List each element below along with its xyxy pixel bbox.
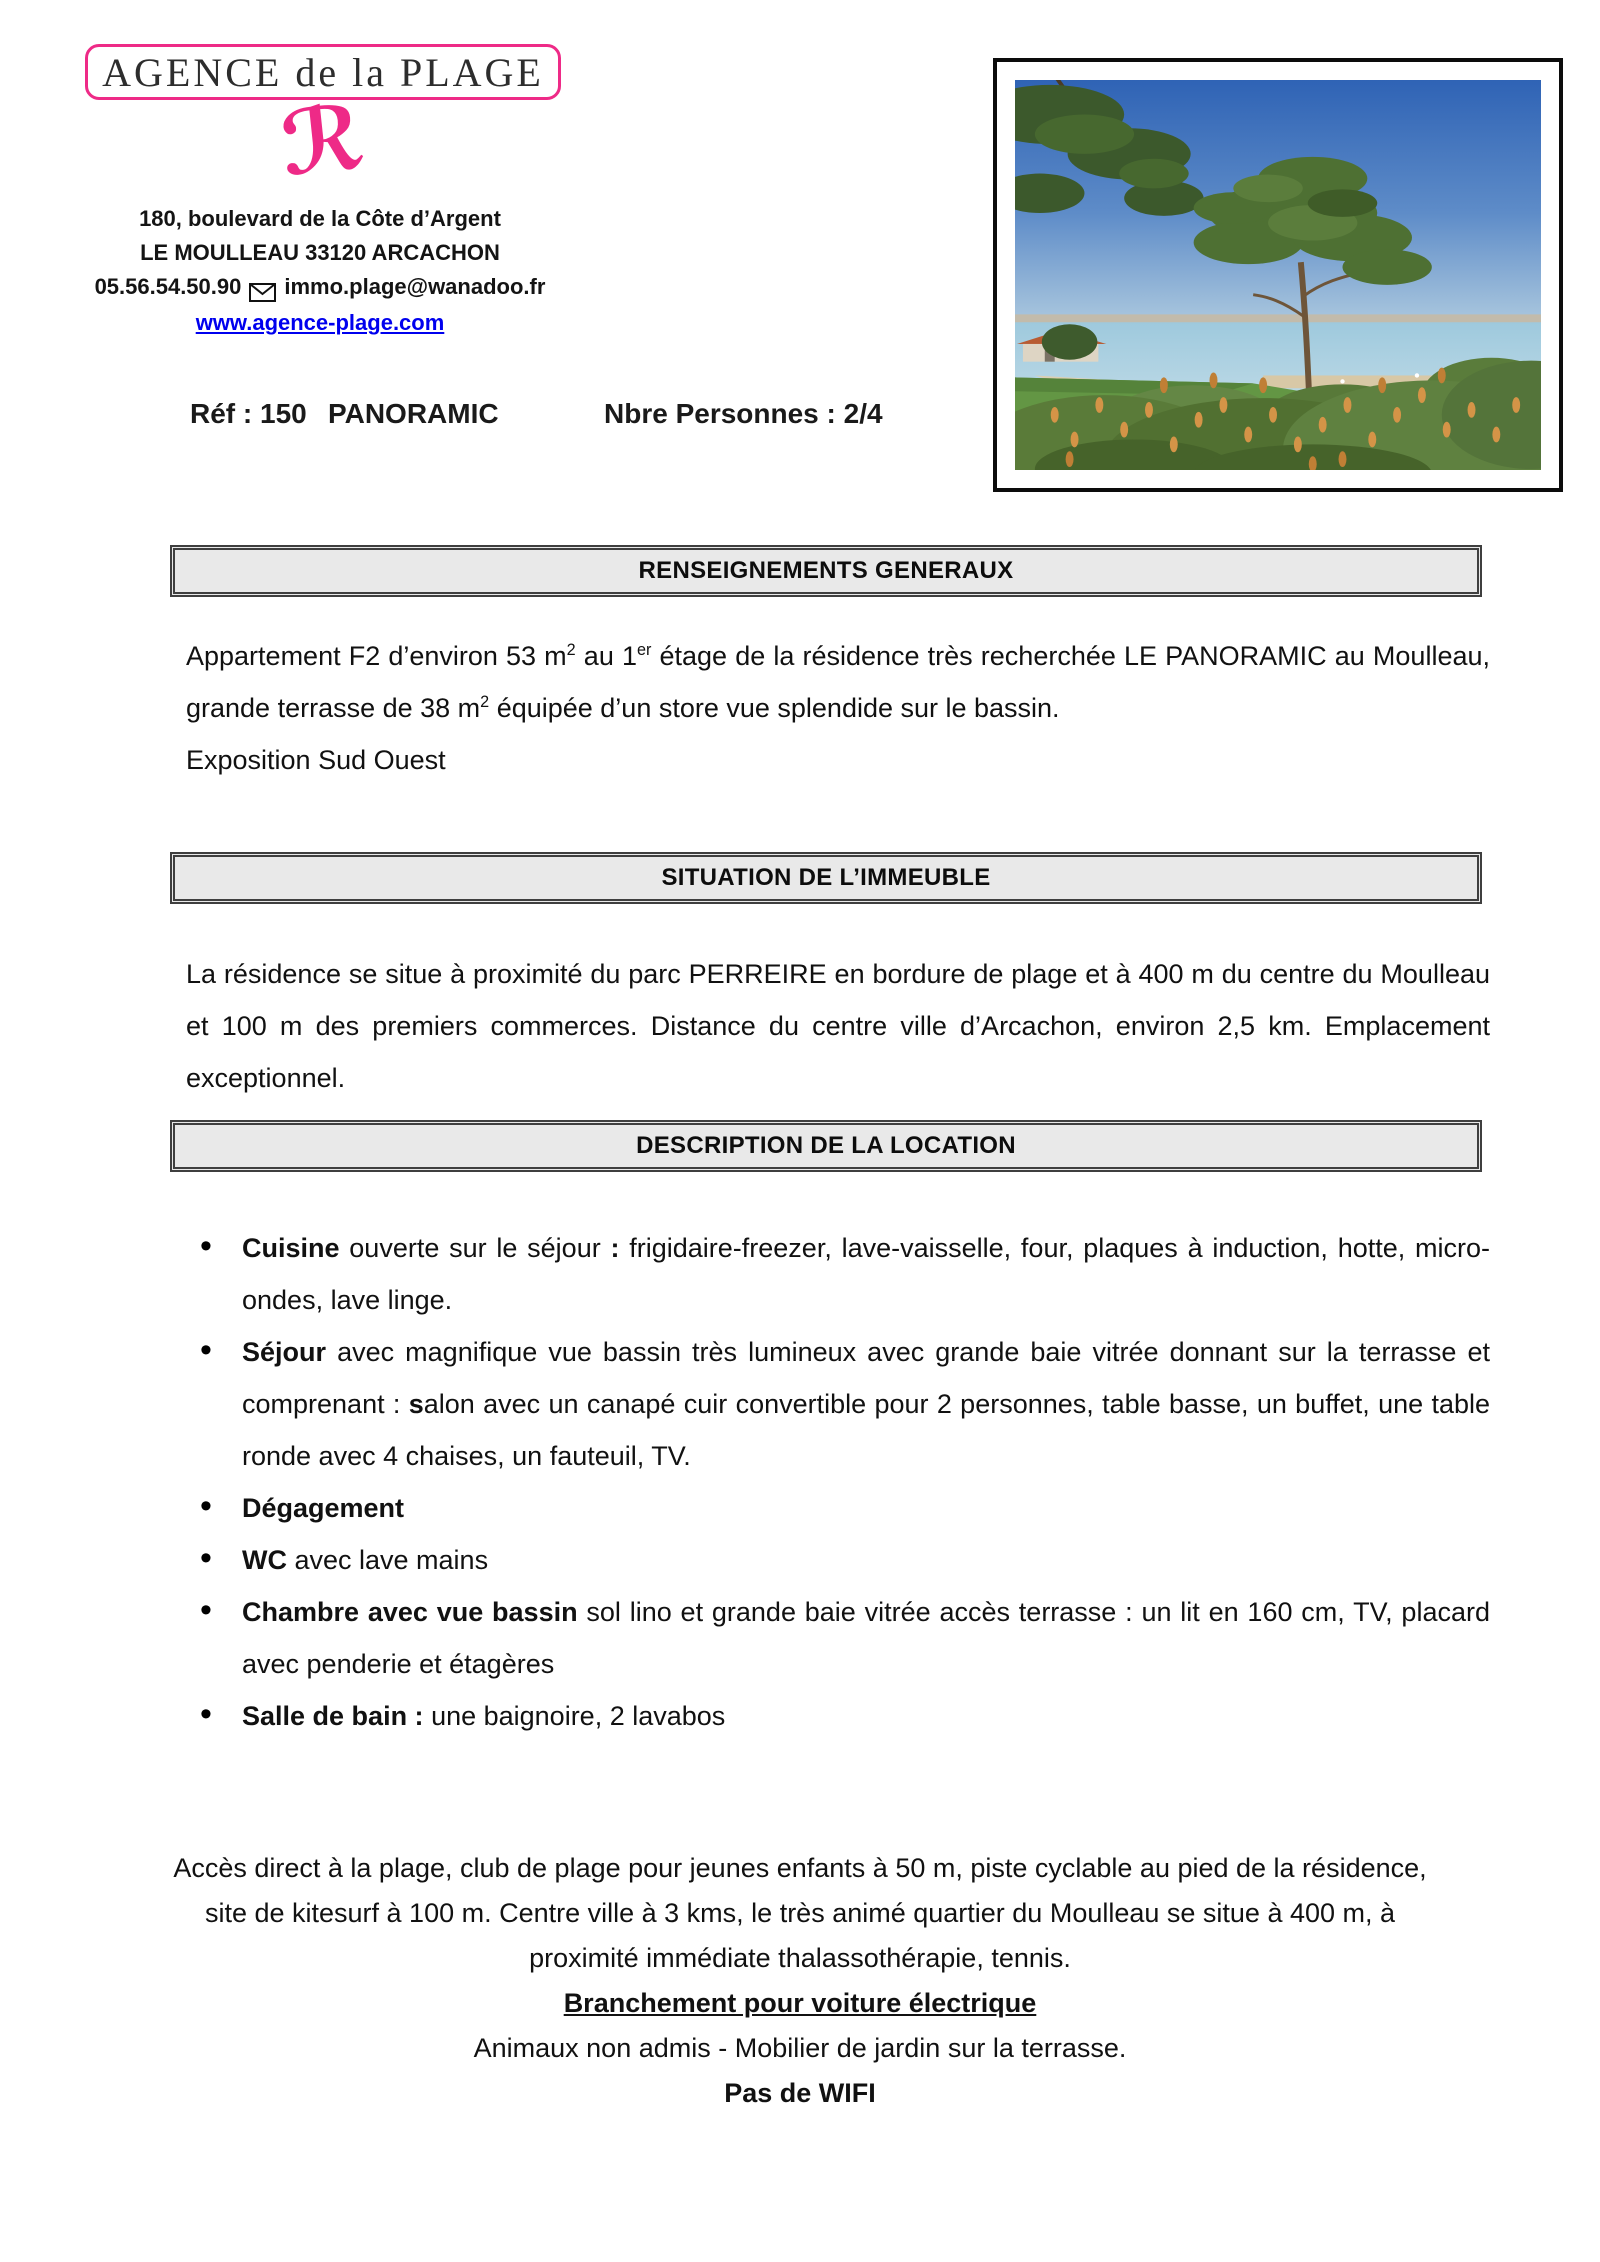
text: avec magnifique vue bassin très lumineux avec grande baie vitrée donnant sur la terrasse et comprenant :	[242, 1337, 1490, 1419]
bold-text: Séjour	[242, 1337, 327, 1367]
text: une baignoire, 2 lavabos	[423, 1701, 726, 1731]
description-list-item	[186, 1534, 1490, 1586]
general-paragraph	[186, 630, 1490, 786]
description-list-item	[186, 1482, 1490, 1534]
agency-address-block	[40, 202, 600, 340]
bold-text: Salle de bain :	[242, 1701, 424, 1731]
ref-label: Réf : 150	[190, 398, 307, 429]
text: étage de la résidence très recherchée LE PANORAMIC au Moulleau, grande terrasse de 38 m	[186, 641, 1490, 723]
text: alon avec un canapé cuir convertible pour 2 personnes, table basse, un buffet, une table ronde avec 4 chaises, un fauteuil, TV.	[242, 1389, 1490, 1471]
agency-name: AGENCE de la PLAGE	[102, 49, 544, 95]
website-row	[40, 306, 600, 340]
address-line-1: 180, boulevard de la Côte d’Argent	[139, 206, 501, 231]
bold-text: :	[610, 1233, 620, 1263]
text: avec lave mains	[286, 1545, 489, 1575]
agency-monogram-r: ℛ	[276, 84, 370, 197]
text: sol lino et grande baie vitrée accès terrasse : un lit en 160 cm, TV, placard avec penderie et étagères	[242, 1597, 1490, 1679]
footer-line: Pas de WIFI	[724, 2078, 876, 2108]
description-list-item	[186, 1222, 1490, 1326]
description-list-item	[186, 1326, 1490, 1482]
footer-block	[150, 1846, 1450, 2116]
bold-text: s	[408, 1389, 424, 1419]
text: 2	[480, 693, 490, 711]
bold-text: Dégagement	[242, 1493, 405, 1523]
exposure-line: Exposition Sud Ouest	[186, 745, 446, 775]
footer-line: Branchement pour voiture électrique	[563, 1988, 1037, 2018]
persons-count: Nbre Personnes : 2/4	[604, 398, 883, 429]
envelope-icon	[249, 278, 276, 297]
text: équipée d’un store vue splendide sur le bassin.	[489, 693, 1060, 723]
text: Appartement F2 d’environ 53 m	[186, 641, 567, 671]
description-list-item	[186, 1586, 1490, 1690]
photo-frame	[993, 58, 1563, 492]
phone-email-line	[40, 270, 600, 304]
section-title-description: DESCRIPTION DE LA LOCATION	[170, 1120, 1482, 1172]
text: er	[636, 641, 652, 659]
situation-paragraph: La résidence se situe à proximité du parc PERREIRE en bordure de plage et à 400 m du centre du Moulleau et 100 m des premiers commerces. Distance du centre ville d’Arcachon, environ 2,5 km. Emplacement exceptionnel.	[186, 959, 1490, 1093]
footer-line: Accès direct à la plage, club de plage pour jeunes enfants à 50 m, piste cyclable au pied de la résidence, site de kitesurf à 100 m. Centre ville à 3 kms, le très animé quartier du Moulleau se situe à 400 m, à proximité immédiate thalassothérapie, tennis.	[173, 1853, 1427, 1973]
text: au 1	[575, 641, 637, 671]
text: frigidaire-freezer, lave-vaisselle, four, plaques à induction, hotte, micro-ondes, lave linge.	[242, 1233, 1491, 1315]
property-name: PANORAMIC	[328, 398, 499, 429]
footer-line: Animaux non admis - Mobilier de jardin sur la terrasse.	[473, 2033, 1127, 2063]
address-line-2: LE MOULLEAU 33120 ARCACHON	[140, 240, 500, 265]
bold-text: Cuisine	[242, 1233, 340, 1263]
section-title-renseignements: RENSEIGNEMENTS GENERAUX	[170, 545, 1482, 597]
general-paragraph-text	[186, 641, 1490, 723]
bold-text: Chambre avec vue bassin	[242, 1597, 578, 1627]
bold-text: WC	[242, 1545, 287, 1575]
section-title-situation: SITUATION DE L’IMMEUBLE	[170, 852, 1482, 904]
text: 2	[566, 641, 576, 659]
email-address: immo.plage@wanadoo.fr	[284, 274, 546, 299]
website-link[interactable]: www.agence-plage.com	[195, 310, 445, 335]
description-list	[186, 1222, 1490, 1742]
phone-number: 05.56.54.50.90	[94, 274, 242, 299]
text: ouverte sur le séjour	[339, 1233, 611, 1263]
bay-view-photo	[1015, 80, 1541, 470]
description-list-item	[186, 1690, 1490, 1742]
